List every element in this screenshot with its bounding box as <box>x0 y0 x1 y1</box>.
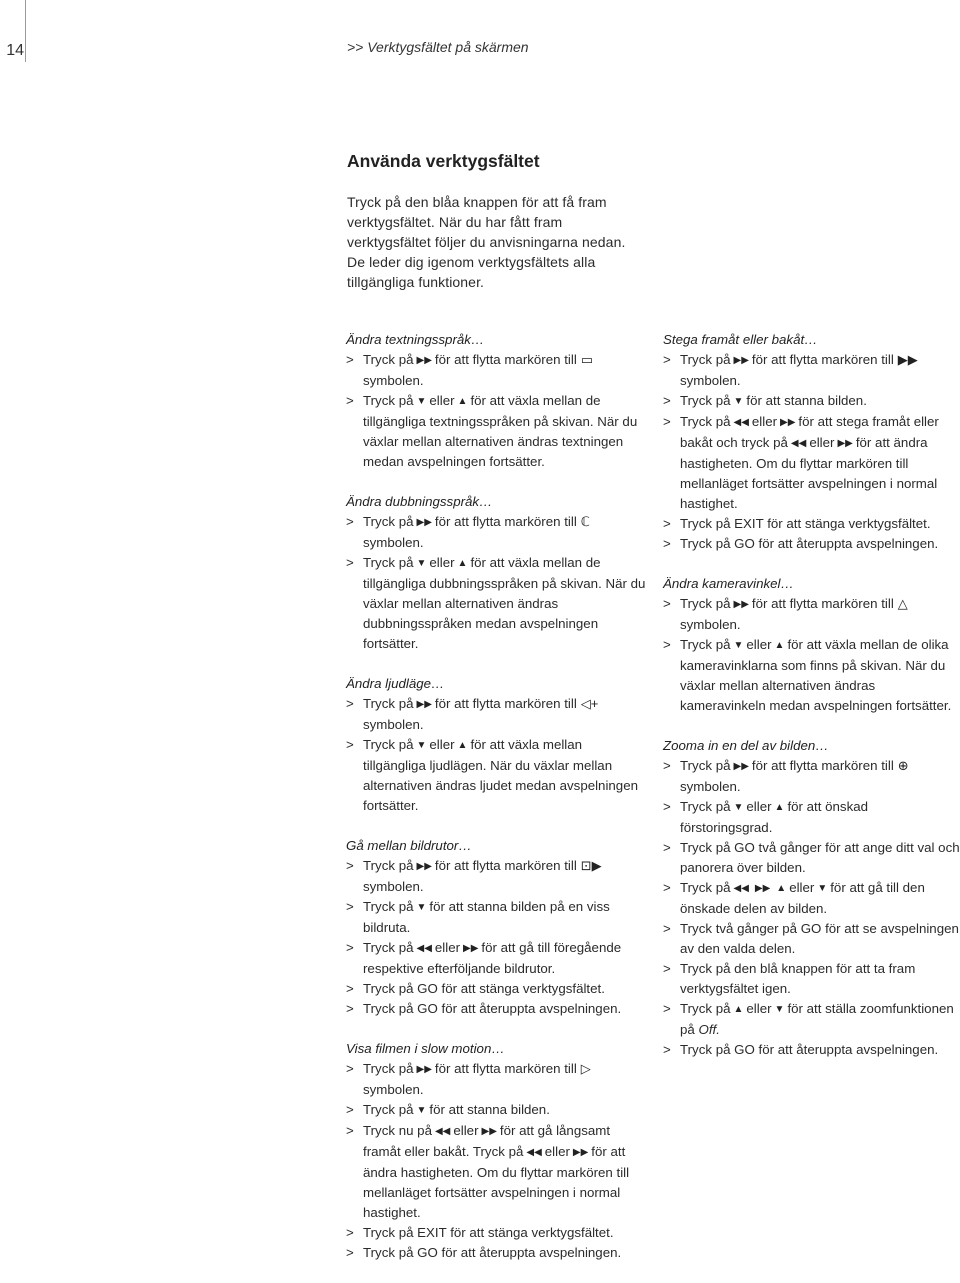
step-text: Tryck på <box>680 414 731 429</box>
step <box>346 694 646 735</box>
block-dubbing-language <box>346 492 646 654</box>
bullet-arrow: > <box>663 1042 671 1057</box>
zoom-icon: ⊕ <box>897 758 909 773</box>
step <box>346 979 646 999</box>
step-text: Tryck på <box>680 1001 731 1016</box>
step-text: för att flytta markören till <box>434 352 577 367</box>
step-text: Tryck på den blå knappen för att ta fram verktygsfältet igen. <box>680 961 916 996</box>
subtitle-icon: ▭ <box>580 352 594 367</box>
step-text: eller <box>434 940 461 955</box>
step <box>663 391 960 412</box>
block-title: Gå mellan bildrutor… <box>346 838 472 853</box>
step <box>346 1223 646 1243</box>
step-text: Tryck på <box>363 352 414 367</box>
step-text: för att växla mellan de olika kameravinklarna som finns på skivan. När du växlar mellan alternativen ändras kameravinkeln medan avspelningen fortsätter. <box>680 637 952 713</box>
right-arrow-icon: ▶▶ <box>416 699 432 710</box>
margin-rule <box>25 0 26 62</box>
block-title: Visa filmen i slow motion… <box>346 1041 505 1056</box>
step-text: Tryck på <box>680 352 731 367</box>
bullet-arrow: > <box>663 921 671 936</box>
bullet-arrow: > <box>663 596 671 611</box>
step <box>663 959 960 999</box>
bullet-arrow: > <box>346 1102 354 1117</box>
bullet-arrow: > <box>663 840 671 855</box>
step <box>663 350 960 391</box>
step-text: Tryck på GO för att återuppta avspelningen. <box>680 1042 939 1057</box>
step-text: Tryck på <box>363 858 414 873</box>
bullet-arrow: > <box>663 516 671 531</box>
step-text: för att stanna bilden. <box>746 393 867 408</box>
step <box>346 1059 646 1100</box>
step-text: för att gå till den önskade delen av bilden. <box>680 880 925 916</box>
step-text: symbolen. <box>363 535 424 550</box>
right-arrow-icon: ▶▶ <box>754 883 771 894</box>
bullet-arrow: > <box>663 961 671 976</box>
step-text: för att flytta markören till <box>751 596 894 611</box>
step-text: symbolen. <box>680 373 741 388</box>
step-text: Tryck på GO två gånger för att ange ditt val och panorera över bilden. <box>680 840 960 875</box>
step-text: eller <box>429 393 455 408</box>
step <box>663 878 960 919</box>
step-text: Tryck på <box>363 737 414 752</box>
step-text: för att växla mellan de tillgängliga textningsspråken på skivan. När du växlar mellan alternativen ändras textningen medan avspelningen fortsätter. <box>363 393 638 469</box>
step <box>346 391 646 472</box>
step-text: Tryck på GO för att återuppta avspelningen. <box>363 1245 622 1260</box>
left-arrow-icon: ◀◀ <box>434 1126 451 1137</box>
step-text: symbolen. <box>680 779 741 794</box>
bullet-arrow: > <box>663 1001 671 1016</box>
running-header: >> Verktygsfältet på skärmen <box>347 39 529 55</box>
step-text: Tryck på <box>363 1061 414 1076</box>
block-title: Ändra kameravinkel… <box>663 576 794 591</box>
up-arrow-icon: ▲ <box>774 802 785 813</box>
step-text: symbolen. <box>680 617 741 632</box>
step-text: Tryck på <box>363 514 414 529</box>
step-text: för att flytta markören till <box>434 696 577 711</box>
step-text-italic: Off. <box>698 1022 720 1037</box>
bullet-arrow: > <box>663 637 671 652</box>
intro-paragraph: Tryck på den blåa knappen för att få fram verktygsfältet. När du har fått fram verktygsfältet följer du anvisningarna nedan. De leder dig igenom verktygsfältets alla tillgängliga funktioner. <box>347 194 626 290</box>
bullet-arrow: > <box>346 940 354 955</box>
step <box>663 514 960 534</box>
block-zoom <box>663 736 960 1060</box>
right-column <box>663 330 960 1080</box>
up-arrow-icon: ▲ <box>457 740 468 751</box>
frame-icon: ⊡▶ <box>580 858 602 873</box>
block-sound-mode <box>346 674 646 816</box>
step <box>346 999 646 1019</box>
bullet-arrow: > <box>346 1061 354 1076</box>
block-title: Ändra textningsspråk… <box>346 332 485 347</box>
step-text: Tryck på GO för att återuppta avspelningen. <box>363 1001 622 1016</box>
down-arrow-icon: ▼ <box>416 740 427 751</box>
down-arrow-icon: ▼ <box>416 1105 427 1116</box>
down-arrow-icon: ▼ <box>733 640 744 651</box>
up-arrow-icon: ▲ <box>776 883 787 894</box>
step <box>663 999 960 1040</box>
bullet-arrow: > <box>663 393 671 408</box>
step-text: symbolen. <box>363 373 424 388</box>
step-text: eller <box>544 1144 570 1159</box>
step-text: Tryck på <box>363 940 414 955</box>
step-text: för att flytta markören till <box>751 352 894 367</box>
block-step-forward-back <box>663 330 960 554</box>
down-arrow-icon: ▼ <box>416 902 427 913</box>
down-arrow-icon: ▼ <box>817 883 828 894</box>
step-text: för att växla mellan de tillgängliga dubbningsspråken på skivan. När du växlar mellan alternativen ändras dubbningsspråken medan avspelningen fortsätter. <box>363 555 646 651</box>
step-text: eller <box>746 1001 772 1016</box>
block-title: Stega framåt eller bakåt… <box>663 332 818 347</box>
step-text: Tryck på <box>680 637 731 652</box>
dubbing-icon: ℂ <box>580 514 590 529</box>
step-text: för att ställa zoomfunktionen på <box>680 1001 954 1037</box>
bullet-arrow: > <box>346 858 354 873</box>
down-arrow-icon: ▼ <box>733 802 744 813</box>
bullet-arrow: > <box>663 799 671 814</box>
step <box>346 735 646 816</box>
step-text: Tryck på <box>680 758 731 773</box>
right-arrow-icon: ▶▶ <box>733 599 749 610</box>
step-text: symbolen. <box>363 717 424 732</box>
step <box>346 512 646 553</box>
bullet-arrow: > <box>346 696 354 711</box>
block-title: Ändra dubbningsspråk… <box>346 494 493 509</box>
block-frame-step <box>346 836 646 1019</box>
step-text: eller <box>809 435 835 450</box>
step-text: för att stega framåt eller bakåt och tryck på <box>680 414 939 450</box>
bullet-arrow: > <box>346 1245 354 1260</box>
left-arrow-icon: ◀◀ <box>733 417 749 428</box>
camera-angle-icon: △ <box>897 596 908 611</box>
step-text: för att ändra hastigheten. Om du flyttar markören till mellanläget fortsätter avspelningen i normal hastighet. <box>680 435 938 511</box>
step <box>346 350 646 391</box>
step-text: Tryck på GO för att återuppta avspelningen. <box>680 536 939 551</box>
bullet-arrow: > <box>663 758 671 773</box>
step-text: för att växla mellan tillgängliga ljudlägen. När du växlar mellan alternativen ändras ljudet medan avspelningen fortsätter. <box>363 737 638 813</box>
bullet-arrow: > <box>346 737 354 752</box>
step <box>346 897 646 938</box>
right-arrow-icon: ▶▶ <box>733 761 749 772</box>
left-arrow-icon: ◀◀ <box>733 883 749 894</box>
step-text: för att stanna bilden på en viss bildruta. <box>363 899 610 935</box>
right-arrow-icon: ▶▶ <box>780 417 796 428</box>
bullet-arrow: > <box>346 1123 354 1138</box>
right-arrow-icon: ▶▶ <box>416 355 432 366</box>
bullet-arrow: > <box>663 536 671 551</box>
step-text: Tryck på <box>680 799 731 814</box>
step <box>663 756 960 797</box>
block-camera-angle <box>663 574 960 716</box>
right-arrow-icon: ▶▶ <box>416 861 432 872</box>
down-arrow-icon: ▼ <box>774 1004 785 1015</box>
step <box>663 919 960 959</box>
step <box>346 856 646 897</box>
up-arrow-icon: ▲ <box>774 640 785 651</box>
right-arrow-icon: ▶▶ <box>416 1064 432 1075</box>
sound-icon: ◁+ <box>580 696 599 711</box>
block-subtitle-language <box>346 330 646 472</box>
step-text: Tryck på <box>363 1102 414 1117</box>
down-arrow-icon: ▼ <box>416 558 427 569</box>
step-text: för att flytta markören till <box>434 858 577 873</box>
step-text: för att stanna bilden. <box>429 1102 550 1117</box>
step <box>346 1121 646 1223</box>
step-text: eller <box>751 414 778 429</box>
step-text: Tryck på <box>363 393 414 408</box>
step-text: Tryck på <box>363 899 414 914</box>
step <box>346 553 646 654</box>
step-text: Tryck på EXIT för att stänga verktygsfältet. <box>680 516 931 531</box>
bullet-arrow: > <box>346 1001 354 1016</box>
step <box>663 797 960 838</box>
block-title: Zooma in en del av bilden… <box>663 738 829 753</box>
left-arrow-icon: ◀◀ <box>790 438 807 449</box>
step-text: för att önskad förstoringsgrad. <box>680 799 869 835</box>
up-arrow-icon: ▲ <box>457 396 468 407</box>
step <box>663 1040 960 1060</box>
right-arrow-icon: ▶▶ <box>733 355 749 366</box>
step-text: Tryck på <box>680 393 731 408</box>
bullet-arrow: > <box>346 514 354 529</box>
step-text: symbolen. <box>363 1082 424 1097</box>
step <box>346 938 646 979</box>
step-text: eller <box>789 880 815 895</box>
step <box>663 534 960 554</box>
left-arrow-icon: ◀◀ <box>416 943 432 954</box>
step <box>663 838 960 878</box>
step-text: för att gå till föregående respektive efterföljande bildrutor. <box>363 940 622 976</box>
step-text: eller <box>453 1123 479 1138</box>
bullet-arrow: > <box>346 899 354 914</box>
block-title: Ändra ljudläge… <box>346 676 445 691</box>
step-text: Tryck nu på <box>363 1123 432 1138</box>
step-text: för att flytta markören till <box>751 758 894 773</box>
down-arrow-icon: ▼ <box>416 396 427 407</box>
page-number: 14 <box>6 42 24 59</box>
step-text: Tryck på <box>680 596 731 611</box>
up-arrow-icon: ▲ <box>457 558 468 569</box>
block-slow-motion <box>346 1039 646 1263</box>
step-icon: ▶▶ <box>897 352 918 367</box>
step-text: för att flytta markören till <box>434 1061 577 1076</box>
bullet-arrow: > <box>346 981 354 996</box>
left-arrow-icon: ◀◀ <box>526 1147 542 1158</box>
right-arrow-icon: ▶▶ <box>481 1126 497 1137</box>
bullet-arrow: > <box>346 555 354 570</box>
slow-motion-icon: ▷ <box>580 1061 591 1076</box>
bullet-arrow: > <box>346 1225 354 1240</box>
section-heading: Använda verktygsfältet <box>347 151 540 171</box>
step-text: Tryck på EXIT för att stänga verktygsfältet. <box>363 1225 614 1240</box>
step-text: eller <box>429 555 455 570</box>
left-column <box>346 330 646 1283</box>
step-text: eller <box>746 799 772 814</box>
step-text: Tryck två gånger på GO för att se avspelningen av den valda delen. <box>680 921 959 956</box>
right-arrow-icon: ▶▶ <box>572 1147 589 1158</box>
step-text: för att flytta markören till <box>434 514 577 529</box>
right-arrow-icon: ▶▶ <box>463 943 479 954</box>
step-text: eller <box>429 737 455 752</box>
step-text: Tryck på <box>363 696 414 711</box>
bullet-arrow: > <box>346 352 354 367</box>
step-text: för att gå långsamt framåt eller bakåt. Tryck på <box>363 1123 611 1159</box>
bullet-arrow: > <box>663 352 671 367</box>
down-arrow-icon: ▼ <box>733 396 744 407</box>
step-text: Tryck på <box>680 880 731 895</box>
bullet-arrow: > <box>663 414 671 429</box>
step <box>663 635 960 716</box>
right-arrow-icon: ▶▶ <box>837 438 853 449</box>
step <box>346 1100 646 1121</box>
step <box>663 594 960 635</box>
step <box>663 412 960 514</box>
bullet-arrow: > <box>346 393 354 408</box>
right-arrow-icon: ▶▶ <box>416 517 432 528</box>
step-text: Tryck på GO för att stänga verktygsfältet. <box>363 981 605 996</box>
up-arrow-icon: ▲ <box>733 1004 744 1015</box>
step-text: eller <box>746 637 772 652</box>
step-text: symbolen. <box>363 879 424 894</box>
step-text: för att ändra hastigheten. Om du flyttar markören till mellanläget fortsätter avspelningen i normal hastighet. <box>363 1144 630 1220</box>
bullet-arrow: > <box>663 880 671 895</box>
step-text: Tryck på <box>363 555 414 570</box>
step <box>346 1243 646 1263</box>
